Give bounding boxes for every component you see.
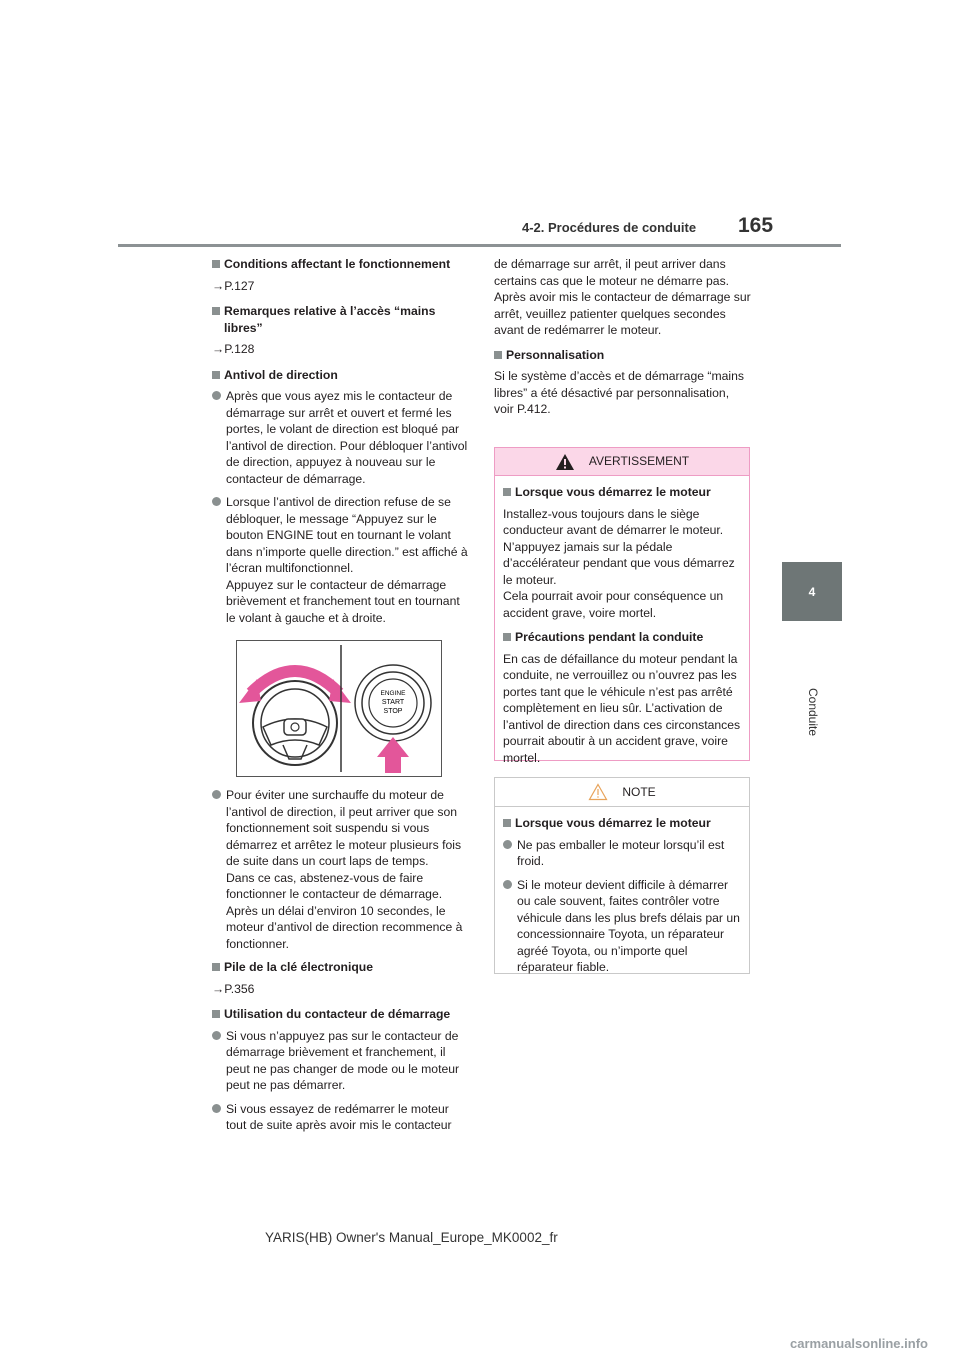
page-number: 165 [738, 214, 774, 237]
bullet-item: Lorsque l’antivol de direction refuse de se débloquer, le message “Appuyez sur le bouton ENGINE tout en tournant le volant dans n’importe quelle direction.” est affiché à l’écran multifonctionnel. Appuyez sur le contacteur de démarrage brièvement et franchement tout en tournant le volant à gauche et à droite. [212, 494, 470, 626]
heading-start-switch: Utilisation du contacteur de démarrage [212, 1006, 470, 1023]
section-title: 4-2. Procédures de conduite [522, 220, 697, 235]
warning-header [495, 448, 749, 476]
page-reference[interactable]: →P.128 [212, 342, 255, 356]
start-label: START [381, 699, 405, 706]
steering-wheel-icon [253, 681, 337, 765]
continued-paragraph: de démarrage sur arrêt, il peut arriver dans certains cas que le moteur ne démarre pas. Après avoir mis le contacteur de démarrage sur arrêt, veuillez patienter quelques secondes avant de redémarrer le moteur. [494, 257, 751, 337]
warning-heading-start: Lorsque vous démarrez le moteur [503, 484, 741, 501]
warning-paragraph: En cas de défaillance du moteur pendant la conduite, ne verrouillez ou n’ouvrez pas les portes tant que le véhicule n’est pas arrêté complètement en lieu sûr. L’activation de l’antivol de direction dans ces circonstances pourrait aboutir à un accident grave, voire mortel. [503, 651, 741, 765]
engine-start-button-icon [355, 665, 431, 741]
bullet-item: Après que vous ayez mis le contacteur de démarrage sur arrêt et ouvert et fermé les portes, le volant de direction est bloqué par l’antivol de direction. Pour débloquer l’antivol de direction, appuyez à nouveau sur le contacteur de démarrage. [212, 388, 470, 487]
note-box [494, 777, 750, 974]
warning-paragraph: Installez-vous toujours dans le siège conducteur avant de démarrer le moteur. N’appuyez jamais sur la pédale d’accélérateur pendant que vous démarrez le moteur. Cela pourrait avoir pour conséquence un accident grave, voire mortel. [503, 506, 735, 620]
note-header [495, 778, 749, 807]
steering-wheel-illustration [237, 641, 441, 776]
heading-remarks: Remarques relative à l’accès “mains libres” [212, 303, 470, 336]
customization-paragraph: Si le système d’accès et de démarrage “mains libres” a été désactivé par personnalisation, voir P.412. [494, 369, 744, 416]
heading-steering-lock: Antivol de direction [212, 367, 470, 384]
push-arrow-icon [377, 737, 409, 773]
warning-box [494, 447, 750, 765]
steering-engine-figure [236, 640, 442, 777]
warning-triangle-icon [555, 453, 575, 471]
warning-heading-driving: Précautions pendant la conduite [503, 629, 741, 646]
heading-conditions: Conditions affectant le fonctionnement [212, 256, 470, 273]
bullet-item: Pour éviter une surchauffe du moteur de l’antivol de direction, il peut arriver que son fonctionnement soit suspendu si vous démarrez et arrêtez le moteur plusieurs fois de suite dans un court laps de temps. Dans ce cas, abstenez-vous de faire fonctionner le contacteur de démarrage. Après un délai d’environ 10 secondes, le moteur d’antivol de direction recommence à fonctionner. [212, 787, 470, 952]
heading-customization: Personnalisation [494, 347, 752, 364]
note-heading-start: Lorsque vous démarrez le moteur [503, 815, 741, 832]
heading-key-battery: Pile de la clé électronique [212, 959, 470, 976]
page-reference[interactable]: →P.127 [212, 278, 255, 293]
note-title: NOTE [622, 784, 656, 799]
stop-label: STOP [383, 708, 403, 715]
note-bullet: Ne pas emballer le moteur lorsqu’il est froid. [503, 837, 741, 870]
bullet-item: Si vous n’appuyez pas sur le contacteur de démarrage brièvement et franchement, il peut ne pas changer de mode ou le moteur peut ne pas démarrer. [212, 1028, 470, 1094]
manual-footer: YARIS(HB) Owner's Manual_Europe_MK0002_fr [265, 1230, 558, 1245]
caution-triangle-icon [588, 783, 608, 801]
chapter-tab[interactable]: 4 [782, 562, 842, 621]
note-bullet: Si le moteur devient difficile à démarrer ou cale souvent, faites contrôler votre véhicule dans les plus brefs délais par un concessionnaire Toyota, un réparateur agréé Toyota, ou n’importe quel réparateur fiable. [503, 877, 741, 976]
right-column [494, 256, 752, 426]
page-reference[interactable]: →P.356 [212, 981, 255, 996]
engine-label: ENGINE [380, 690, 406, 697]
watermark[interactable]: carmanualsonline.info [790, 1336, 928, 1351]
bullet-item: Si vous essayez de redémarrer le moteur tout de suite après avoir mis le contacteur [212, 1101, 470, 1134]
chapter-label: Conduite [806, 687, 820, 737]
header-rule [118, 244, 841, 247]
left-column [212, 256, 470, 1141]
warning-title: AVERTISSEMENT [588, 454, 690, 469]
